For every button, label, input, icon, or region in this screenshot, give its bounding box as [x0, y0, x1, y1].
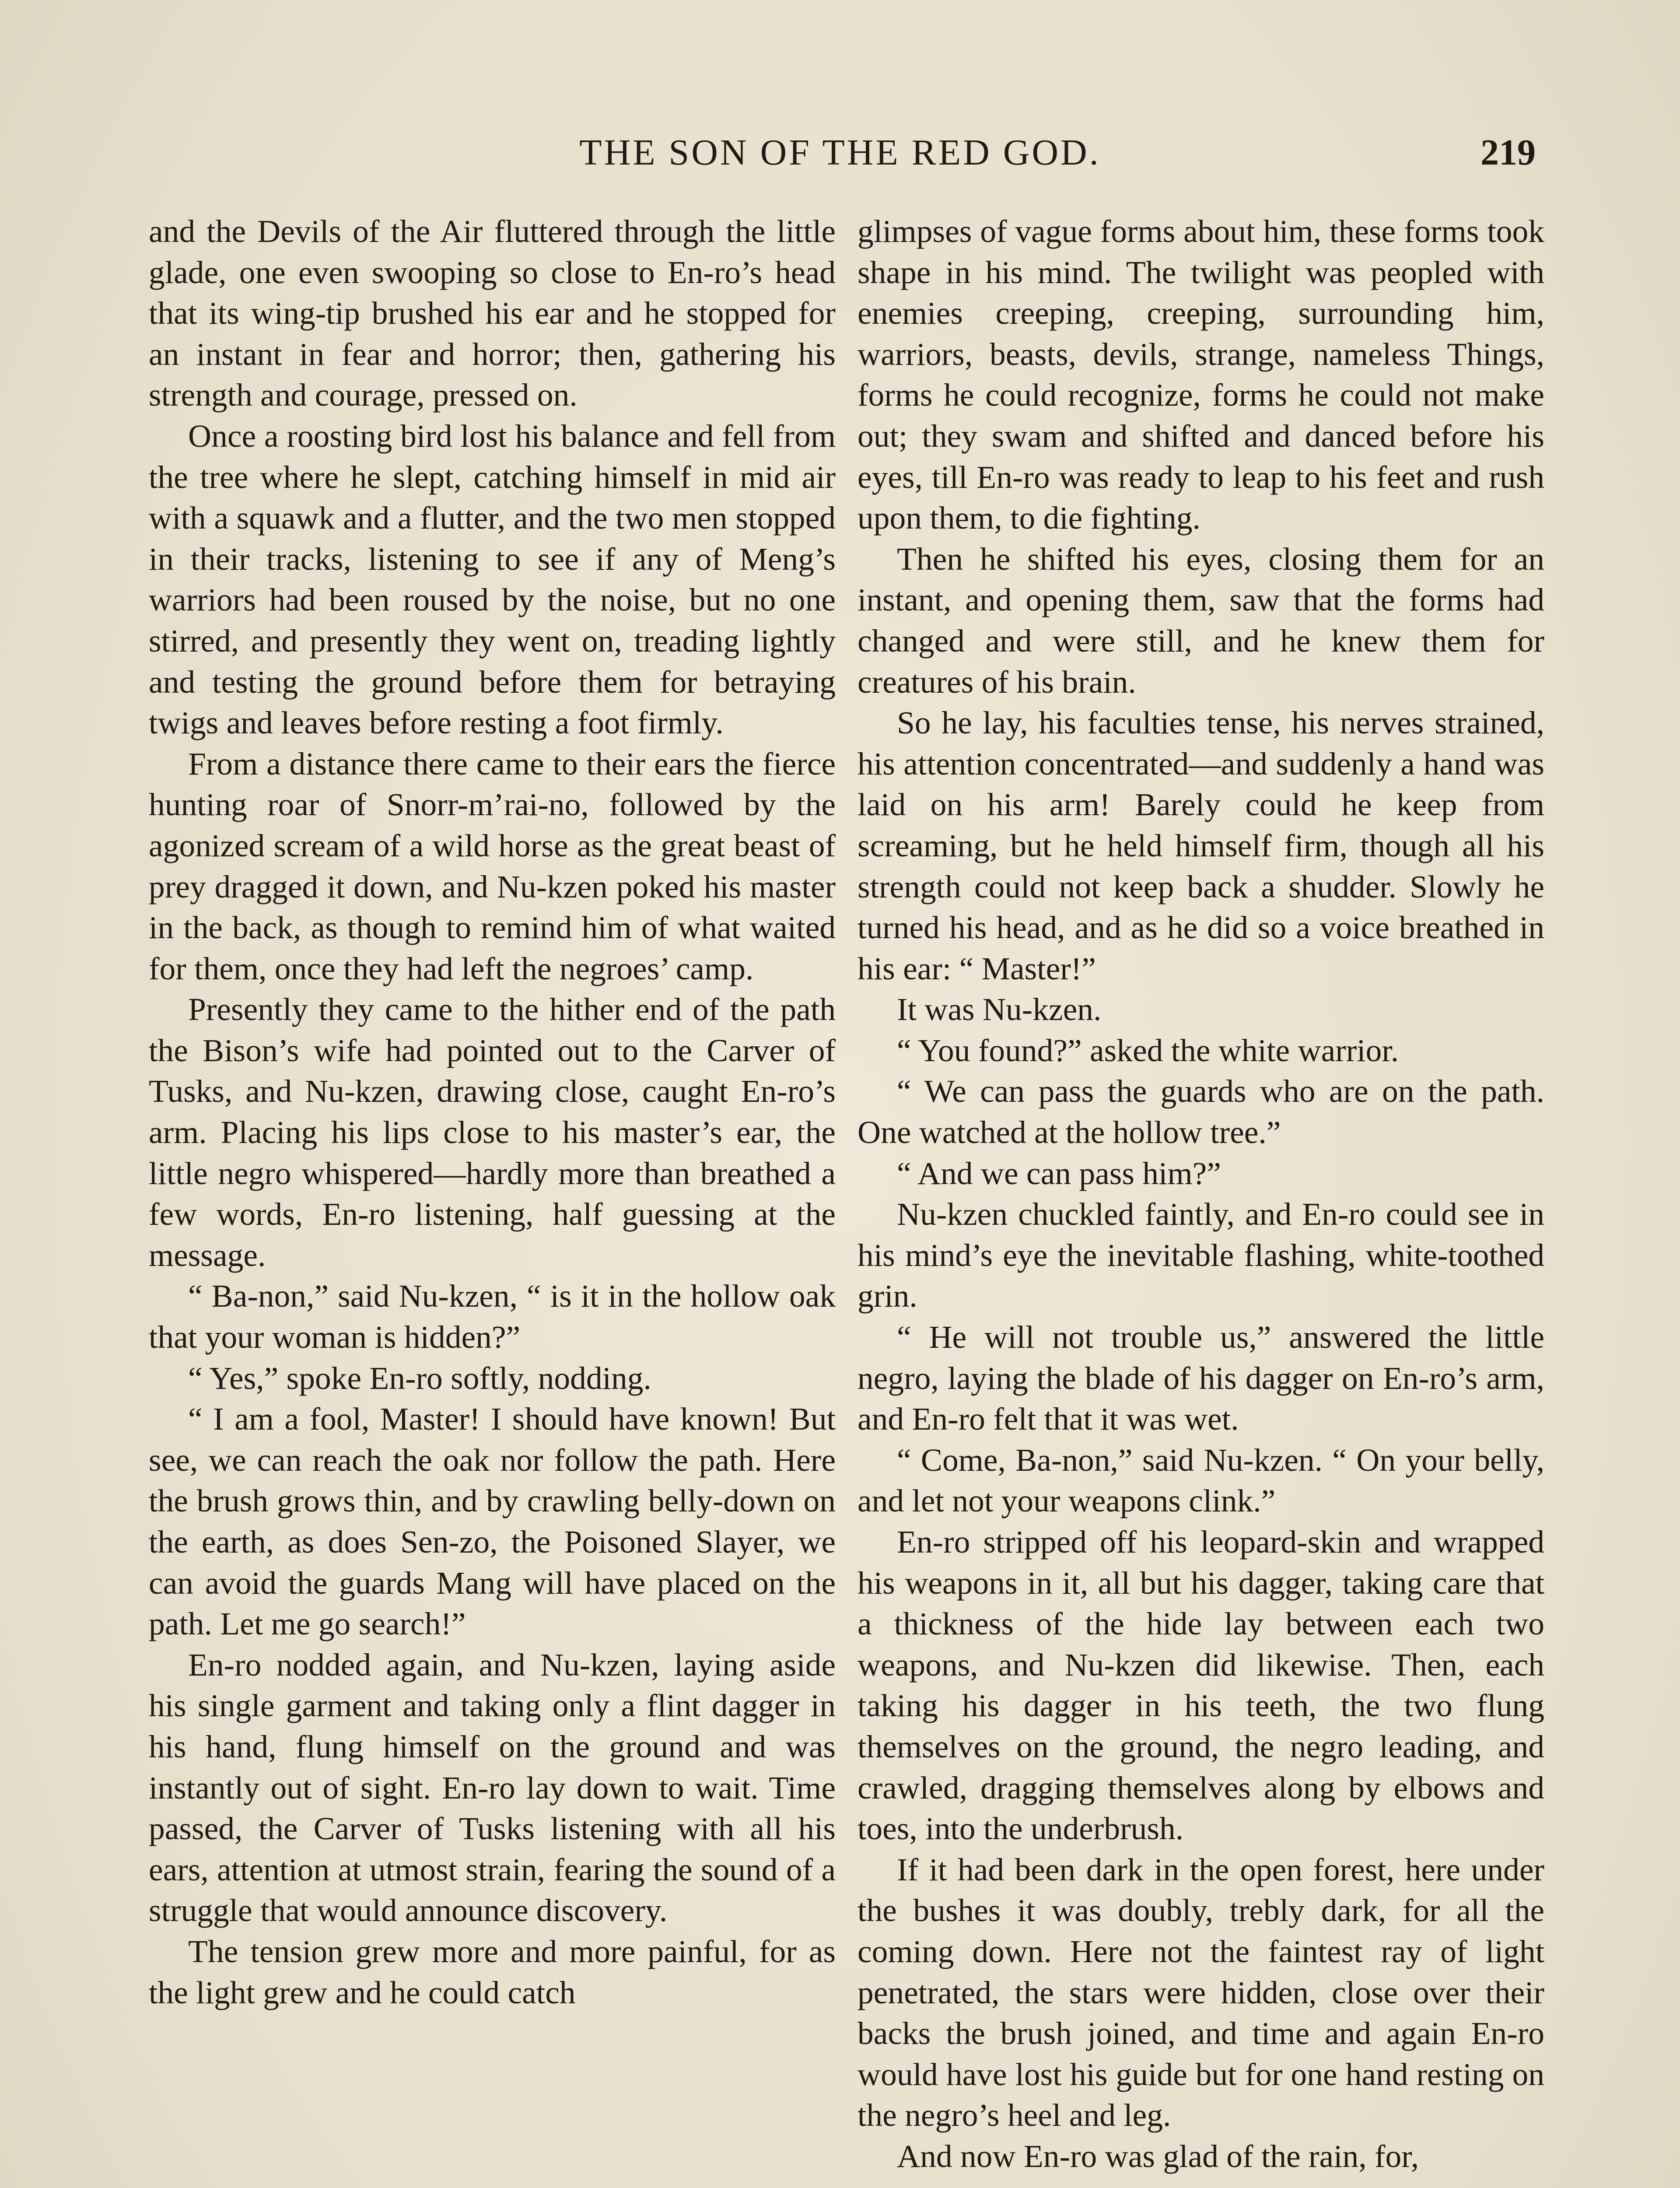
page-number: 219 — [1480, 132, 1536, 173]
paragraph: “ Come, Ba-non,” said Nu-kzen. “ On your belly, and let not your weapons clink.” — [858, 1442, 1544, 1519]
paragraph: If it had been dark in the open forest, here under the bushes it was doubly, trebly dark, for all the coming down. Here not the faintest ray of light penetrated, the stars were hidden, close over their backs the brush joined, and time and again En-ro would have lost his guide but for one hand resting on the negro’s heel and leg. — [858, 1851, 1544, 2133]
paragraph: and the Devils of the Air fluttered through the little glade, one even swooping so close to En-ro’s head that its wing-tip brushed his ear and he stopped for an instant in fear and horror; then, gathering his strength and courage, pressed on. — [149, 214, 836, 413]
paragraph: From a distance there came to their ears the fierce hunting roar of Snorr-m’rai-no, followed by the agonized scream of a wild horse as the great beast of prey dragged it down, and Nu-kzen poked his master in the back, as though to remind him of what waited for them, once they had left the negroes’ camp. — [149, 746, 836, 986]
paragraph: Nu-kzen chuckled faintly, and En-ro could see in his mind’s eye the inevitable flashing, white-toothed grin. — [858, 1196, 1544, 1314]
paragraph: It was Nu-kzen. — [897, 992, 1102, 1027]
paragraph: En-ro stripped off his leopard-skin and wrapped his weapons in it, all but his dagger, taking care that a thickness of the hide lay between each two weapons, and Nu-kzen did likewise. Then, each taking his dagger in his teeth, the two flung themselves on the ground, the negro leading, and crawled, dragging themselves along by elbows and toes, into the underbrush. — [858, 1524, 1544, 1847]
paragraph: So he lay, his faculties tense, his nerves strained, his attention concentrated—and suddenly a hand was laid on his arm! Barely could he keep from screaming, but he held himself firm, though all his strength could not keep back a shudder. Slowly he turned his head, and as he did so a voice breathed in his ear: “ Master!” — [858, 705, 1544, 986]
paragraph: “ Yes,” spoke En-ro softly, nodding. — [188, 1360, 651, 1396]
paragraph: “ I am a fool, Master! I should have known! But see, we can reach the oak nor follow the path. Here the brush grows thin, and by crawling belly-down on the earth, as does Sen-zo, the Poisoned Slayer, we can avoid the guards Mang will have placed on the path. Let me go search!” — [149, 1401, 836, 1642]
paragraph: “ And we can pass him?” — [897, 1155, 1221, 1191]
left-text-column — [149, 211, 836, 2013]
running-title: THE SON OF THE RED GOD. — [579, 132, 1101, 173]
paragraph: Then he shifted his eyes, closing them for an instant, and opening them, saw that the forms had changed and were still, and he knew them for creatures of his brain. — [858, 541, 1544, 700]
right-text-column — [858, 211, 1544, 2177]
paragraph: glimpses of vague forms about him, these forms took shape in his mind. The twilight was peopled with enemies creeping, creeping, surrounding him, warriors, beasts, devils, strange, nameless Things, forms he could recognize, forms he could not make out; they swam and shifted and danced before his eyes, till En-ro was ready to leap to his feet and rush upon them, to die fighting. — [858, 214, 1544, 536]
paragraph: Presently they came to the hither end of the path the Bison’s wife had pointed out to the Carver of Tusks, and Nu-kzen, drawing close, caught En-ro’s arm. Placing his lips close to his master’s ear, the little negro whispered—hardly more than breathed a few words, En-ro listening, half guessing at the message. — [149, 992, 836, 1273]
paragraph: “ You found?” asked the white warrior. — [897, 1032, 1399, 1068]
paragraph: And now En-ro was glad of the rain, for, — [897, 2138, 1419, 2174]
paragraph: “ Ba-non,” said Nu-kzen, “ is it in the hollow oak that your woman is hidden?” — [149, 1278, 836, 1355]
paragraph: “ We can pass the guards who are on the path. One watched at the hollow tree.” — [858, 1073, 1544, 1150]
paragraph: “ He will not trouble us,” answered the little negro, laying the blade of his dagger on En-ro’s arm, and En-ro felt that it was wet. — [858, 1319, 1544, 1437]
paragraph: The tension grew more and more painful, for as the light grew and he could catch — [149, 1933, 836, 2010]
paragraph: En-ro nodded again, and Nu-kzen, laying aside his single garment and taking only a flint dagger in his hand, flung himself on the ground and was instantly out of sight. En-ro lay down to wait. Time passed, the Carver of Tusks listening with all his ears, attention at utmost strain, fearing the sound of a struggle that would announce discovery. — [149, 1647, 836, 1929]
paragraph: Once a roosting bird lost his balance and fell from the tree where he slept, catching himself in mid air with a squawk and a flutter, and the two men stopped in their tracks, listening to see if any of Meng’s warriors had been roused by the noise, but no one stirred, and presently they went on, treading lightly and testing the ground before them for betraying twigs and leaves before resting a foot firmly. — [149, 418, 836, 741]
running-header — [144, 131, 1536, 184]
